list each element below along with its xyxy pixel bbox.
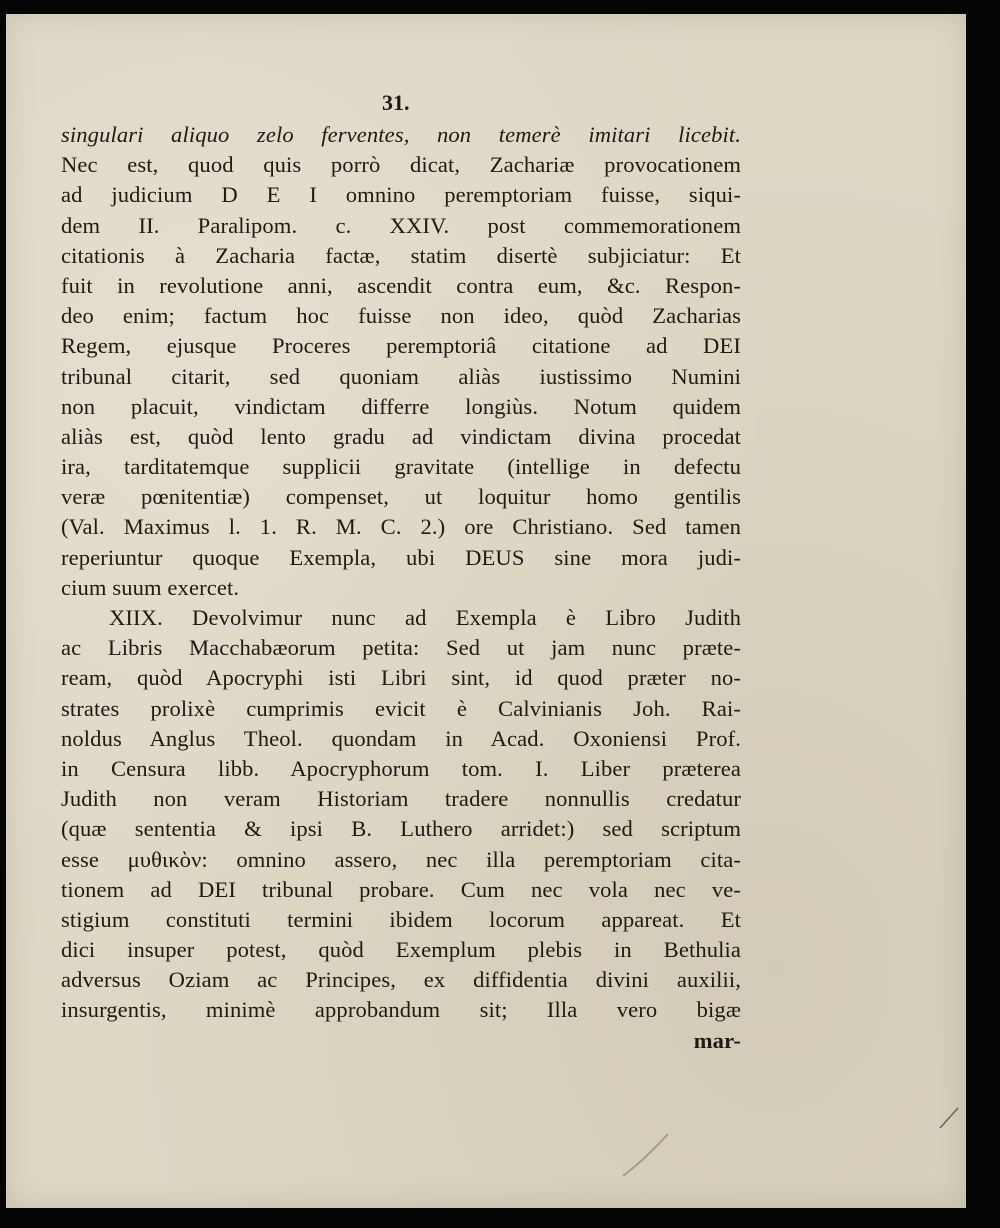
text-line: ad judicium D E I omnino peremptoriam fuisse, siqui- (61, 182, 741, 208)
text-line: Regem, ejusque Proceres peremptoriâ citatione ad DEI (61, 333, 741, 359)
text-line: noldus Anglus Theol. quondam in Acad. Oxoniensi Prof. (61, 725, 741, 751)
text-line: Nec est, quod quis porrò dicat, Zachariæ provocationem (61, 152, 741, 178)
text-line: esse μυθικὸν: omnino assero, nec illa peremptoriam cita- (61, 846, 741, 872)
text-line: stigium constituti termini ibidem locorum appareat. Et (61, 906, 741, 932)
text-line: (Val. Maximus l. 1. R. M. C. 2.) ore Christiano. Sed tamen (61, 514, 741, 540)
text-line: singulari aliquo zelo ferventes, non temerè imitari licebit. (61, 122, 741, 147)
text-line: dem II. Paralipom. c. XXIV. post commemorationem (61, 212, 741, 238)
text-line: Judith non veram Historiam tradere nonnullis credatur (61, 786, 741, 812)
text-line: non placuit, vindictam differre longiùs. Notum quidem (61, 393, 741, 419)
text-line: aliàs est, quòd lento gradu ad vindictam divina procedat (61, 423, 741, 449)
text-line: (quæ sententia & ipsi B. Luthero arridet:) sed scriptum (61, 816, 741, 842)
text-line: deo enim; factum hoc fuisse non ideo, quòd Zacharias (61, 303, 741, 329)
text-line: fuit in revolutione anni, ascendit contra eum, &c. Respon- (61, 272, 741, 298)
text-line: ac Libris Macchabæorum petita: Sed ut jam nunc præte- (61, 635, 741, 661)
text-line: tionem ad DEI tribunal probare. Cum nec vola nec ve- (61, 876, 741, 902)
text-line: adversus Oziam ac Principes, ex diffidentia divini auxilii, (61, 967, 741, 993)
book-page (6, 14, 966, 1208)
text-line: veræ pœnitentiæ) compenset, ut loquitur homo gentilis (61, 484, 741, 510)
pen-stroke-mark (936, 1104, 966, 1134)
text-line: ream, quòd Apocryphi isti Libri sint, id quod præter no- (61, 665, 741, 691)
text-line: ira, tarditatemque supplicii gravitate (intellige in defectu (61, 454, 741, 480)
page-number: 31. (382, 90, 410, 115)
text-line: insurgentis, minimè approbandum sit; Illa vero bigæ (61, 997, 741, 1023)
text-line: XIIX. Devolvimur nunc ad Exempla è Libro Judith (109, 605, 741, 630)
text-line: in Censura libb. Apocryphorum tom. I. Liber præterea (61, 755, 741, 781)
text-line: dici insuper potest, quòd Exemplum plebis in Bethulia (61, 937, 741, 963)
text-line: citationis à Zacharia factæ, statim disertè subjiciatur: Et (61, 242, 741, 268)
text-line: reperiuntur quoque Exempla, ubi DEUS sine mora judi- (61, 544, 741, 570)
text-line: strates prolixè cumprimis evicit è Calvinianis Joh. Rai- (61, 695, 741, 721)
pen-stroke-mark (618, 1126, 678, 1186)
text-line: cium suum exercet. (61, 574, 240, 600)
catchword: mar- (693, 1027, 741, 1053)
body-text (61, 120, 741, 1056)
text-line: tribunal citarit, sed quoniam aliàs iustissimo Numini (61, 363, 741, 389)
